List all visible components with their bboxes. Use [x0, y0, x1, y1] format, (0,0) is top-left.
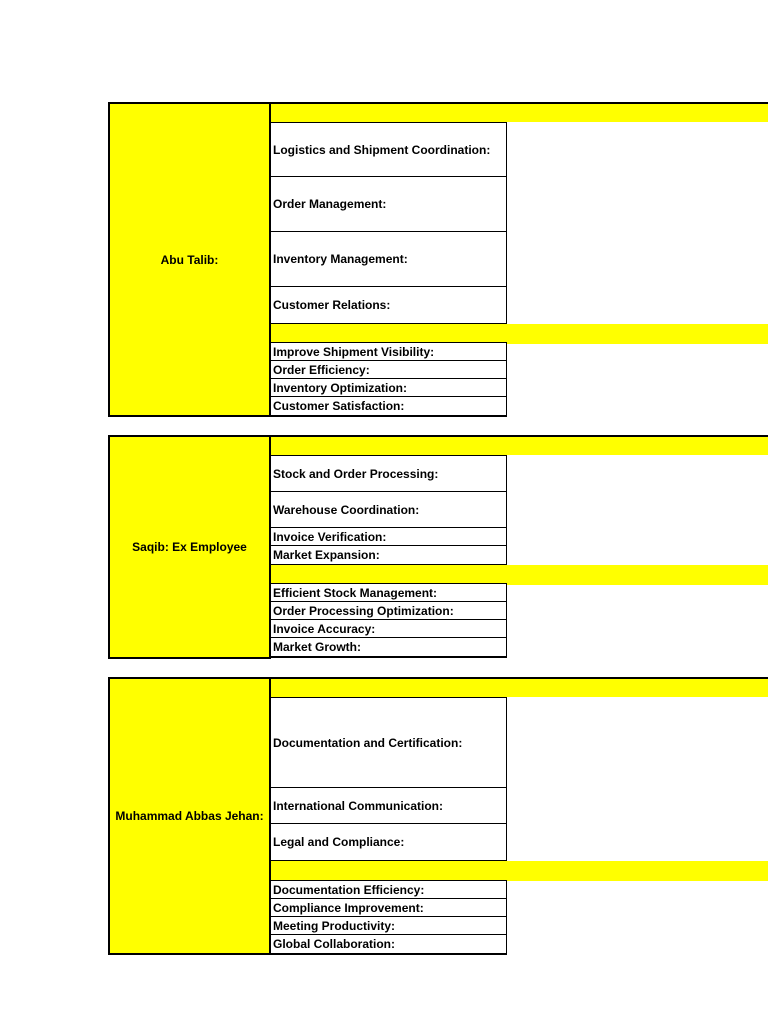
responsibility-cell: Logistics and Shipment Coordination: [271, 122, 507, 177]
goal-cell: Meeting Productivity: [271, 917, 507, 935]
yellow-divider-band [271, 324, 768, 344]
goal-cell: Order Processing Optimization: [271, 602, 507, 620]
goals-list [271, 583, 507, 658]
yellow-divider-band [271, 565, 768, 585]
goal-cell: Invoice Accuracy: [271, 620, 507, 638]
person-name-cell [108, 677, 271, 955]
responsibility-cell: Warehouse Coordination: [271, 492, 507, 528]
goal-cell: Global Collaboration: [271, 935, 507, 955]
person-block-saqib [0, 435, 768, 659]
person-name-cell [108, 102, 271, 417]
goal-cell: Customer Satisfaction: [271, 397, 507, 417]
yellow-header-band [271, 102, 768, 122]
responsibility-cell: Legal and Compliance: [271, 824, 507, 861]
person-name: Abu Talib: [160, 252, 219, 267]
goal-cell: Improve Shipment Visibility: [271, 342, 507, 361]
responsibility-cell: Invoice Verification: [271, 528, 507, 546]
responsibility-cell: International Communication: [271, 788, 507, 824]
goal-cell: Inventory Optimization: [271, 379, 507, 397]
responsibility-cell: Order Management: [271, 177, 507, 232]
yellow-divider-band [271, 861, 768, 881]
goal-cell: Efficient Stock Management: [271, 583, 507, 602]
responsibility-cell: Customer Relations: [271, 287, 507, 324]
person-name: Muhammad Abbas Jehan: [115, 809, 264, 823]
goals-list [271, 880, 507, 955]
responsibility-cell: Market Expansion: [271, 546, 507, 565]
person-name: Saqib: Ex Employee [132, 540, 247, 554]
responsibilities-list [271, 455, 507, 565]
responsibility-cell: Stock and Order Processing: [271, 455, 507, 492]
goal-cell: Compliance Improvement: [271, 899, 507, 917]
goal-cell: Order Efficiency: [271, 361, 507, 379]
person-block-muhammad-abbas-jehan [0, 677, 768, 955]
yellow-header-band [271, 677, 768, 697]
person-name-cell [108, 435, 271, 659]
yellow-header-band [271, 435, 768, 455]
person-block-abu-talib [0, 102, 768, 417]
responsibilities-list [271, 122, 507, 324]
goal-cell: Documentation Efficiency: [271, 880, 507, 899]
goals-list [271, 342, 507, 417]
responsibility-cell: Inventory Management: [271, 232, 507, 287]
responsibilities-list [271, 697, 507, 861]
responsibility-cell: Documentation and Certification: [271, 697, 507, 788]
goal-cell: Market Growth: [271, 638, 507, 658]
